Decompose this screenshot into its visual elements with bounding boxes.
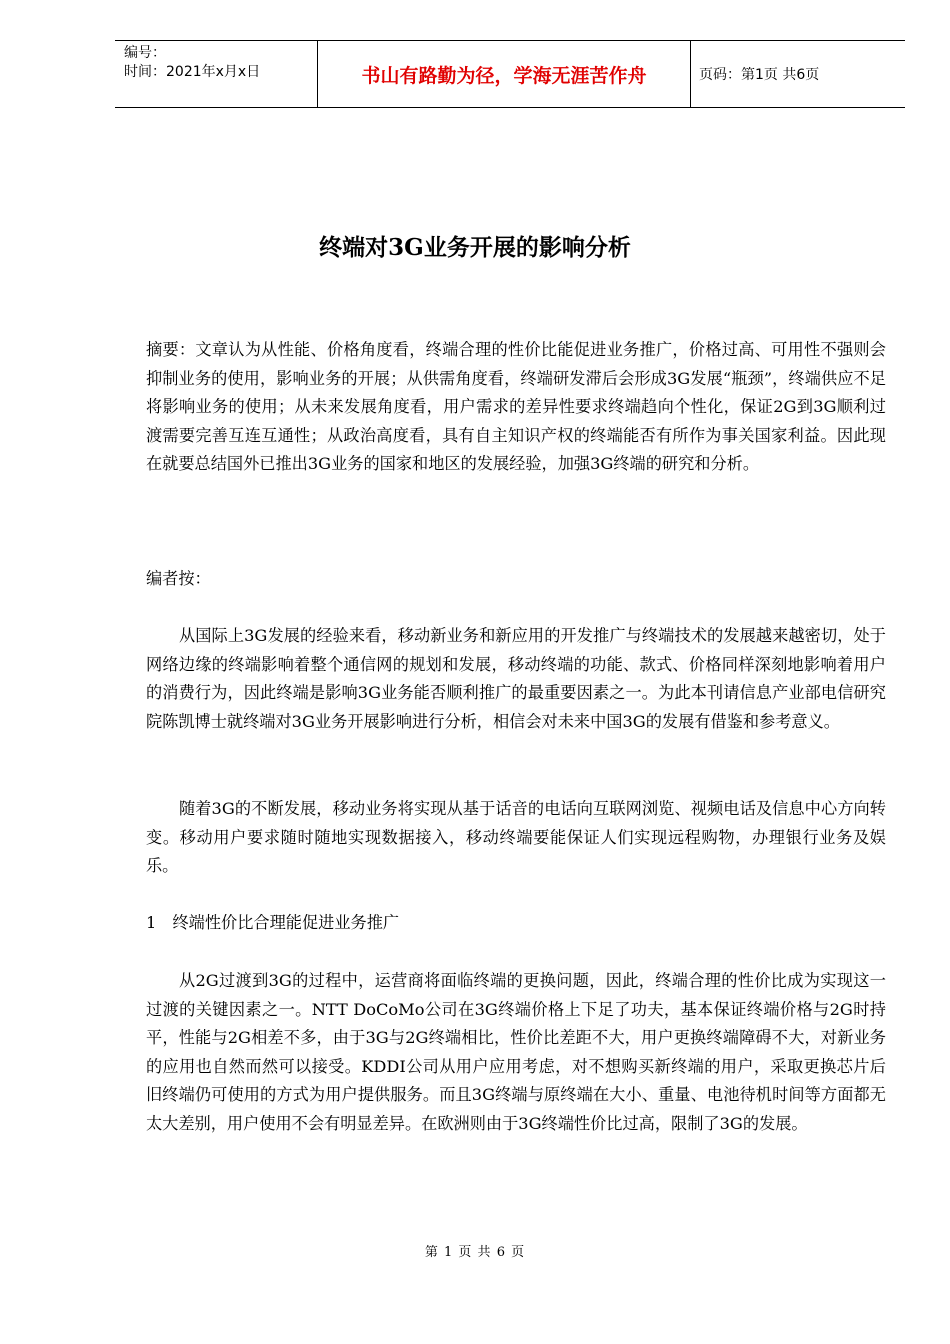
document-date-label: 时间：2021年x月x日 [124,64,261,80]
header-page-number: 页码：第1页 共6页 [699,67,820,83]
document-title: 终端对3G业务开展的影响分析 [319,234,631,261]
header-page-cell [691,41,905,107]
editor-note-paragraph: 从国际上3G发展的经验来看，移动新业务和新应用的开发推广与终端技术的发展越来越密切，处于网络边缘的终端影响着整个通信网的规划和发展，移动终端的功能、款式、价格同样深刻地影响着用户的消费行为，因此终端是影响3G业务能否顺利推广的最重要因素之一。为此本刊请信息产业部电信研究院陈凯博士就终端对3G业务开展影响进行分析，相信会对未来中国3G的发展有借鉴和参考意义。 [146,626,886,731]
page-footer: 第 1 页 共 6 页 [424,1245,526,1260]
editor-note-label: 编者按： [146,569,211,588]
header-meta-cell [115,41,317,107]
header-motto: 书山有路勤为径，学海无涯苦作舟 [361,65,647,87]
abstract-paragraph: 摘要：文章认为从性能、价格角度看，终端合理的性价比能促进业务推广，价格过高、可用性不强则会抑制业务的使用，影响业务的开展；从供需角度看，终端研发滞后会形成3G发展“瓶颈”，终端供应不足将影响业务的使用；从未来发展角度看，用户需求的差异性要求终端趋向个性化，保证2G到3G顺利过渡需要完善互连互通性；从政治高度看，具有自主知识产权的终端能否有所作为事关国家利益。因此现在就要总结国外已推出3G业务的国家和地区的发展经验，加强3G终端的研究和分析。 [146,340,886,474]
document-header [115,40,905,108]
intro-paragraph: 随着3G的不断发展，移动业务将实现从基于话音的电话向互联网浏览、视频电话及信息中心方向转变。移动用户要求随时随地实现数据接入，移动终端要能保证人们实现远程购物，办理银行业务及娱乐。 [146,799,886,876]
document-number-label: 编号： [124,45,166,61]
section-1-heading: 1 终端性价比合理能促进业务推广 [146,913,400,932]
section-1-paragraph: 从2G过渡到3G的过程中，运营商将面临终端的更换问题，因此，终端合理的性价比成为实现这一过渡的关键因素之一。NTT DoCoMo公司在3G终端价格上下足了功夫，基本保证终端价格与2G时持平，性能与2G相差不多，由于3G与2G终端相比，性价比差距不大，用户更换终端障碍不大，对新业务的应用也自然而然可以接受。KDDI公司从用户应用考虑，对不想购买新终端的用户，采取更换芯片后旧终端仍可使用的方式为用户提供服务。而且3G终端与原终端在大小、重量、电池待机时间等方面都无太大差别，用户使用不会有明显差异。在欧洲则由于3G终端性价比过高，限制了3G的发展。 [146,971,886,1133]
header-motto-cell [317,41,691,107]
